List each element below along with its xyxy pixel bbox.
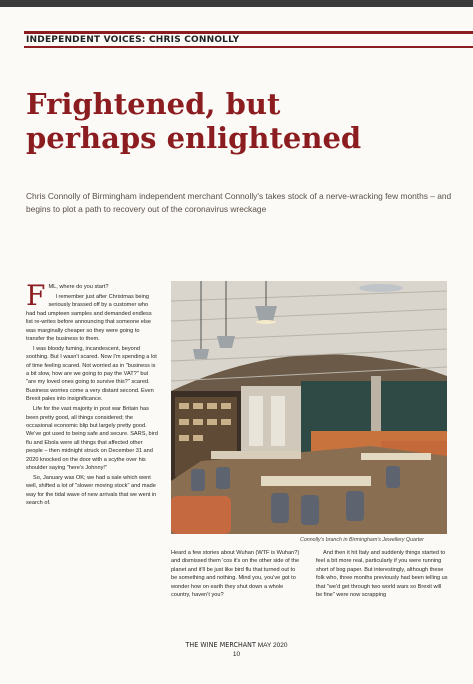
paragraph: I was bloody fuming, incandescent, beyond soothing. But I wasn't scared. Now I'm spending a lot of time feeling scared. Not worried as in "business is a bit slow, how are we going to pay the VAT?" but "are my loved ones going to survive this?" scared. Business worries come a very distant second. Even Brexit pales into insignificance. (26, 345, 157, 403)
page-footer (0, 641, 473, 658)
paragraph: Heard a few stories about Wuhan (WTF is Wuhan?) and dismissed them 'cos it's on the other side of the planet and it'll be just like bird flu that turned out to be something and nothing. Mind you, you've got to wonder how on earth they shut down a whole country, haven't you? (171, 550, 300, 599)
headline (26, 87, 456, 155)
viewer-top-bar (0, 0, 473, 7)
standfirst: Chris Connolly of Birmingham independent merchant Connolly's takes stock of a nerve-wracking few months – and begins to plot a path to recovery out of the coronavirus wreckage (26, 191, 452, 214)
body-column-3 (316, 549, 448, 601)
shop-photo (171, 281, 447, 534)
headline-line-2: perhaps enlightened (26, 121, 362, 155)
body-column-2 (171, 549, 301, 601)
photo-caption: Connolly's branch in Birmingham's Jewellery Quarter (300, 537, 424, 543)
section-rule-bottom (24, 46, 473, 48)
section-rule-top (24, 31, 473, 34)
headline-line-1: Frightened, but (26, 87, 281, 121)
paragraph: ML, where do you start? (48, 284, 109, 290)
section-kicker: INDEPENDENT VOICES: CHRIS CONNOLLY (26, 35, 240, 45)
magazine-name: THE WINE MERCHANT (185, 641, 256, 649)
body-column-1 (26, 279, 158, 509)
paragraph: And then it hit Italy and suddenly things started to feel a bit more real, particularly if you were running short of bog paper. But interestingly, although these folk who, three months previously had been telling us that "we'd get through two world wars so Brexit will be fine" were now scrapping (316, 550, 448, 599)
drop-cap: F (26, 279, 46, 312)
paragraph: Life for the vast majority in post war Britain has been pretty good, all things considered; the occasional economic blip but largely pretty good. We've got used to being safe and secure. SARS, bird flu and Ebola were all things that affected other people – then midnight struck on December 31 and 2020 knocked on the door with a scythe over his shoulder saying "here's Johnny!" (26, 406, 158, 472)
paragraph: I remember just after Christmas being seriously brassed off by a customer who had had umpteen samples and demanded endless list re-writes before announcing that someone else was marginally cheaper so they were going to transfer the business to them. (26, 293, 152, 342)
paragraph: So, January was OK; we had a sale which went well, shifted a lot of "slower moving stock" and made way for the tidal wave of new arrivals that we went in search of. (26, 474, 157, 507)
magazine-page (0, 7, 473, 684)
page-number: 10 (232, 651, 241, 658)
issue-date: MAY 2020 (257, 642, 288, 649)
